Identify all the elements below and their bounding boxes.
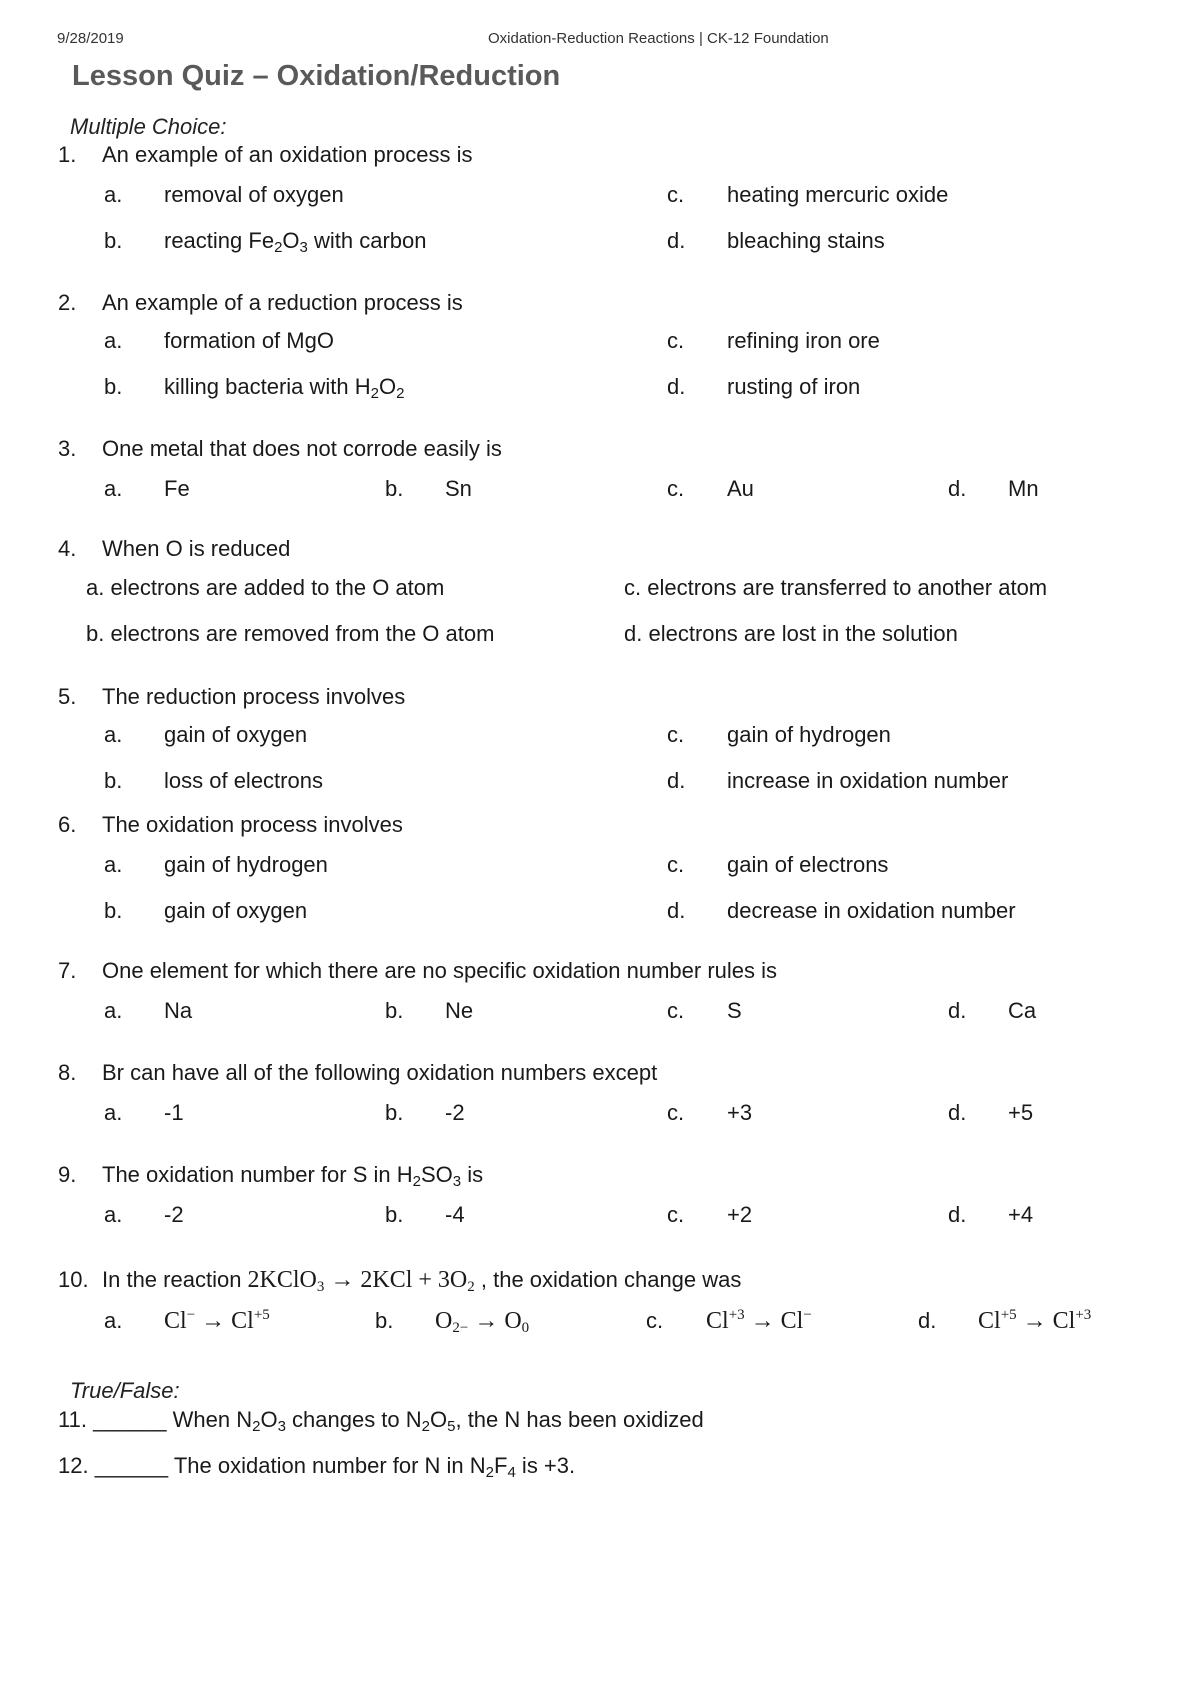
option-letter: a. xyxy=(104,476,123,501)
reaction-equation: 2KClO$_3$ → $2KCl + 3O_2$ xyxy=(247,1267,475,1295)
option-letter: d. xyxy=(624,621,643,646)
question-text: The oxidation number for S in $H_2SO_3$ is xyxy=(102,1162,484,1190)
option-text: increase in oxidation number xyxy=(727,768,1009,793)
option-text: decrease in oxidation number xyxy=(727,898,1016,923)
question-4 xyxy=(58,536,290,562)
option-letter: a. xyxy=(104,1308,123,1333)
print-doc-title: Oxidation-Reduction Reactions | CK-12 Foundation xyxy=(488,30,829,47)
page-title: Lesson Quiz – Oxidation/Reduction xyxy=(72,60,561,92)
question-8 xyxy=(58,1060,657,1086)
option-text: Na xyxy=(164,998,193,1023)
option-letter: c. xyxy=(667,476,685,501)
option-letter: b. xyxy=(385,476,404,501)
option-text: +2 xyxy=(727,1202,753,1227)
option-letter: a. xyxy=(104,1202,123,1227)
option-text: Ne xyxy=(445,998,474,1023)
true-false-label: True/False: xyxy=(70,1378,180,1403)
option-text: gain of oxygen xyxy=(164,898,308,923)
option-letter: c. xyxy=(624,575,642,600)
option-letter: a. xyxy=(86,575,105,600)
option-text: gain of oxygen xyxy=(164,722,308,747)
option-letter: a. xyxy=(104,998,123,1023)
question-number: 3. xyxy=(58,436,77,461)
question-number: 6. xyxy=(58,812,77,837)
option-letter: c. xyxy=(667,852,685,877)
option-text: -4 xyxy=(445,1202,465,1227)
option-letter: c. xyxy=(667,998,685,1023)
option-letter: d. xyxy=(667,374,686,399)
option-text: bleaching stains xyxy=(727,228,885,253)
question-2 xyxy=(58,290,463,316)
question-number: 12. xyxy=(58,1453,89,1478)
option-letter: b. xyxy=(385,998,404,1023)
option-text: removal of oxygen xyxy=(164,182,344,207)
option-letter: d. xyxy=(948,998,967,1023)
option-4d[interactable] xyxy=(624,621,958,647)
option-letter: b. xyxy=(375,1308,394,1333)
option-letter: b. xyxy=(104,228,123,253)
option-letter: d. xyxy=(918,1308,937,1333)
question-7 xyxy=(58,958,777,984)
question-6 xyxy=(58,812,403,838)
option-letter: b. xyxy=(104,768,123,793)
option-text: formation of MgO xyxy=(164,328,334,353)
question-text: One metal that does not corrode easily is xyxy=(102,436,502,461)
question-1 xyxy=(58,142,473,168)
option-letter: c. xyxy=(646,1308,664,1333)
question-number: 10. xyxy=(58,1267,89,1292)
option-text: $Cl^- \to Cl^{+5}$ xyxy=(164,1307,270,1334)
question-9 xyxy=(58,1162,483,1188)
question-number: 11. xyxy=(58,1407,87,1432)
question-text: An example of an oxidation process is xyxy=(102,142,473,167)
option-letter: a. xyxy=(104,1100,123,1125)
option-letter: d. xyxy=(667,898,686,923)
answer-blank[interactable]: ______ xyxy=(93,1407,167,1432)
statement-text: When $N_2O_3$ changes to $N_2O_5$, the N has been oxidized xyxy=(166,1407,704,1435)
option-letter: d. xyxy=(667,768,686,793)
question-number: 9. xyxy=(58,1162,77,1187)
option-letter: c. xyxy=(667,182,685,207)
multiple-choice-label: Multiple Choice: xyxy=(70,114,227,139)
question-number: 2. xyxy=(58,290,77,315)
option-text: loss of electrons xyxy=(164,768,323,793)
option-letter: b. xyxy=(104,898,123,923)
option-letter: d. xyxy=(948,476,967,501)
option-letter: d. xyxy=(667,228,686,253)
option-letter: b. xyxy=(104,374,123,399)
question-number: 5. xyxy=(58,684,77,709)
option-text: gain of hydrogen xyxy=(164,852,328,877)
option-text: gain of hydrogen xyxy=(727,722,891,747)
option-letter: a. xyxy=(104,852,123,877)
question-text: In the reaction 2KClO$_3$ → $2KCl + 3O_2$ , the oxidation change was xyxy=(102,1267,742,1295)
answer-blank[interactable]: ______ xyxy=(94,1453,169,1478)
option-letter: b. xyxy=(86,621,105,646)
question-text: An example of a reduction process is xyxy=(102,290,463,315)
option-text: S xyxy=(727,998,742,1023)
option-text: heating mercuric oxide xyxy=(727,182,949,207)
question-10 xyxy=(58,1267,741,1294)
option-text: +4 xyxy=(1008,1202,1034,1227)
option-text: $O_{2-} \to O_0$ xyxy=(435,1308,530,1336)
print-date: 9/28/2019 xyxy=(57,30,124,47)
question-number: 1. xyxy=(58,142,77,167)
option-letter: c. xyxy=(667,328,685,353)
option-letter: c. xyxy=(667,1202,685,1227)
option-text: $Cl^{+3} \to Cl^-$ xyxy=(706,1307,812,1334)
question-number: 7. xyxy=(58,958,77,983)
question-5 xyxy=(58,684,405,710)
option-letter: d. xyxy=(948,1100,967,1125)
option-text: -2 xyxy=(445,1100,465,1125)
true-false-item-11 xyxy=(58,1407,704,1433)
option-letter: a. xyxy=(104,182,123,207)
option-text: -1 xyxy=(164,1100,184,1125)
option-letter: c. xyxy=(667,722,685,747)
option-4a[interactable] xyxy=(86,575,444,601)
option-letter: c. xyxy=(667,1100,685,1125)
question-text: Br can have all of the following oxidation numbers except xyxy=(102,1060,658,1085)
option-letter: a. xyxy=(104,328,123,353)
option-text: Fe xyxy=(164,476,190,501)
option-letter: b. xyxy=(385,1202,404,1227)
question-text: One element for which there are no specific oxidation number rules is xyxy=(102,958,778,983)
question-3 xyxy=(58,436,502,462)
option-text: +3 xyxy=(727,1100,753,1125)
statement-text: The oxidation number for N in $N_2F_4$ is +3. xyxy=(168,1453,576,1481)
true-false-item-12 xyxy=(58,1453,575,1479)
option-text: killing bacteria with $H_2O_2$ xyxy=(164,374,405,402)
option-text: reacting $Fe_2O_3$ with carbon xyxy=(164,228,427,256)
option-text: -2 xyxy=(164,1202,184,1227)
option-text: gain of electrons xyxy=(727,852,889,877)
option-text: electrons are transferred to another atom xyxy=(647,575,1048,600)
option-text: Mn xyxy=(1008,476,1039,501)
question-text: When O is reduced xyxy=(102,536,291,561)
option-text: +5 xyxy=(1008,1100,1034,1125)
option-letter: b. xyxy=(385,1100,404,1125)
question-number: 4. xyxy=(58,536,77,561)
option-4b[interactable] xyxy=(86,621,494,647)
option-letter: a. xyxy=(104,722,123,747)
option-text: rusting of iron xyxy=(727,374,861,399)
option-text: refining iron ore xyxy=(727,328,880,353)
option-text: Ca xyxy=(1008,998,1037,1023)
question-text: The oxidation process involves xyxy=(102,812,403,837)
option-letter: d. xyxy=(948,1202,967,1227)
option-text: electrons are added to the O atom xyxy=(110,575,445,600)
option-text: $Cl^{+5} \to Cl^{+3}$ xyxy=(978,1307,1092,1334)
option-text: electrons are removed from the O atom xyxy=(110,621,495,646)
question-number: 8. xyxy=(58,1060,77,1085)
option-text: Sn xyxy=(445,476,472,501)
option-4c[interactable] xyxy=(624,575,1047,601)
option-text: Au xyxy=(727,476,754,501)
option-text: electrons are lost in the solution xyxy=(648,621,958,646)
question-text: The reduction process involves xyxy=(102,684,406,709)
